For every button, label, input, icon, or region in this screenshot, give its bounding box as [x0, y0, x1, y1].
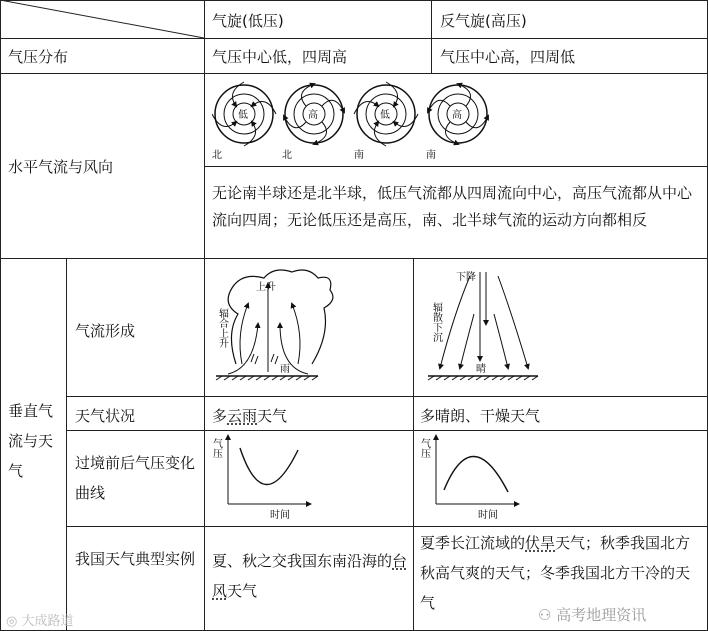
header-anticyclone: 反气旋(高压) — [440, 12, 527, 30]
weather-anticyclone: 多晴朗、干燥天气 — [420, 407, 541, 425]
watermark-right — [538, 604, 646, 625]
horizontal-label: 水平气流与风向 — [8, 158, 114, 176]
examples-cyclone-part2: 天气 — [227, 582, 258, 600]
diagram-label-high-2: 高 — [452, 110, 462, 121]
horizontal-flow-diagram — [212, 78, 492, 162]
cyclone-south-diagram — [354, 82, 418, 161]
diagram-label-north-2: 北 — [282, 150, 292, 161]
label-sink: 下降 — [456, 272, 476, 283]
label-converge: 辐合上升 — [216, 308, 228, 348]
pressure-cyclone: 气压中心低，四周高 — [212, 48, 348, 66]
curve-label: 过境前后气压变化曲线 — [75, 454, 196, 502]
weather-cyclone-suffix: 天气 — [257, 407, 288, 425]
weather-label: 天气状况 — [75, 407, 136, 425]
anticyclone-south-diagram — [426, 84, 488, 161]
examples-label: 我国天气典型实例 — [75, 550, 196, 568]
wechat-icon: ⚇ — [538, 606, 557, 624]
examples-anticyclone-part2: 天气；秋季我国北方秋高气爽的天气；冬季我国北方干冷的天气 — [420, 534, 691, 612]
pressure-label: 气压分布 — [8, 48, 69, 66]
diagram-label-low-2: 低 — [380, 110, 390, 121]
diagram-label-south-2: 南 — [426, 150, 436, 161]
label-sunny: 晴 — [476, 364, 486, 375]
diagram-label-low-1: 低 — [238, 110, 248, 121]
weather-cyclone-underlined: 云雨 — [227, 407, 258, 425]
label-rise: 上升 — [256, 282, 276, 293]
anticyclone-pressure-curve — [418, 432, 528, 524]
vertical-group-label: 垂直气流与天气 — [8, 402, 54, 480]
cyclone-pressure-curve — [210, 432, 320, 524]
weather-cyclone-prefix: 多 — [212, 407, 228, 425]
curve-xlabel-1: 时间 — [270, 510, 290, 521]
header-diagonal — [0, 0, 205, 39]
pressure-anticyclone: 气压中心高，四周低 — [440, 48, 576, 66]
cyclone-north-diagram — [212, 82, 276, 161]
examples-anticyclone-underlined: 伏旱 — [525, 534, 556, 552]
examples-cyclone-part1: 夏、秋之交我国东南沿海的 — [212, 552, 393, 570]
anticyclone-formation-diagram — [420, 264, 570, 390]
curve-ylabel-2: 气压 — [418, 438, 430, 458]
cyclone-formation-diagram — [208, 264, 408, 390]
label-rain: 雨 — [280, 364, 290, 375]
header-cyclone: 气旋(低压) — [212, 12, 284, 30]
formation-label: 气流形成 — [75, 322, 136, 340]
horizontal-description: 无论南半球还是北半球，低压气流都从四周流向中心，高压气流都从中心流向四周；无论低压还是高压，南、北半球气流的运动方向都相反 — [212, 184, 693, 229]
watermark-right-text: 高考地理资讯 — [556, 606, 647, 624]
watermark-left-text: 大成路道 — [21, 614, 74, 629]
watermark-left — [6, 610, 74, 629]
curve-xlabel-2: 时间 — [478, 510, 498, 521]
weather-cyclone — [212, 405, 287, 426]
diagram-label-high-1: 高 — [308, 110, 318, 121]
curve-ylabel-1: 气压 — [210, 438, 222, 458]
diagram-label-south-1: 南 — [354, 150, 364, 161]
anticyclone-north-diagram — [282, 84, 344, 161]
label-diverge: 辐散下沉 — [430, 302, 442, 342]
examples-cyclone-underlined: 台风 — [212, 552, 408, 600]
examples-anticyclone-part1: 夏季长江流域的 — [420, 534, 526, 552]
examples-cyclone — [212, 546, 408, 606]
watermark-left-icon: ◎ — [6, 614, 22, 629]
diagram-label-north-1: 北 — [212, 150, 222, 161]
